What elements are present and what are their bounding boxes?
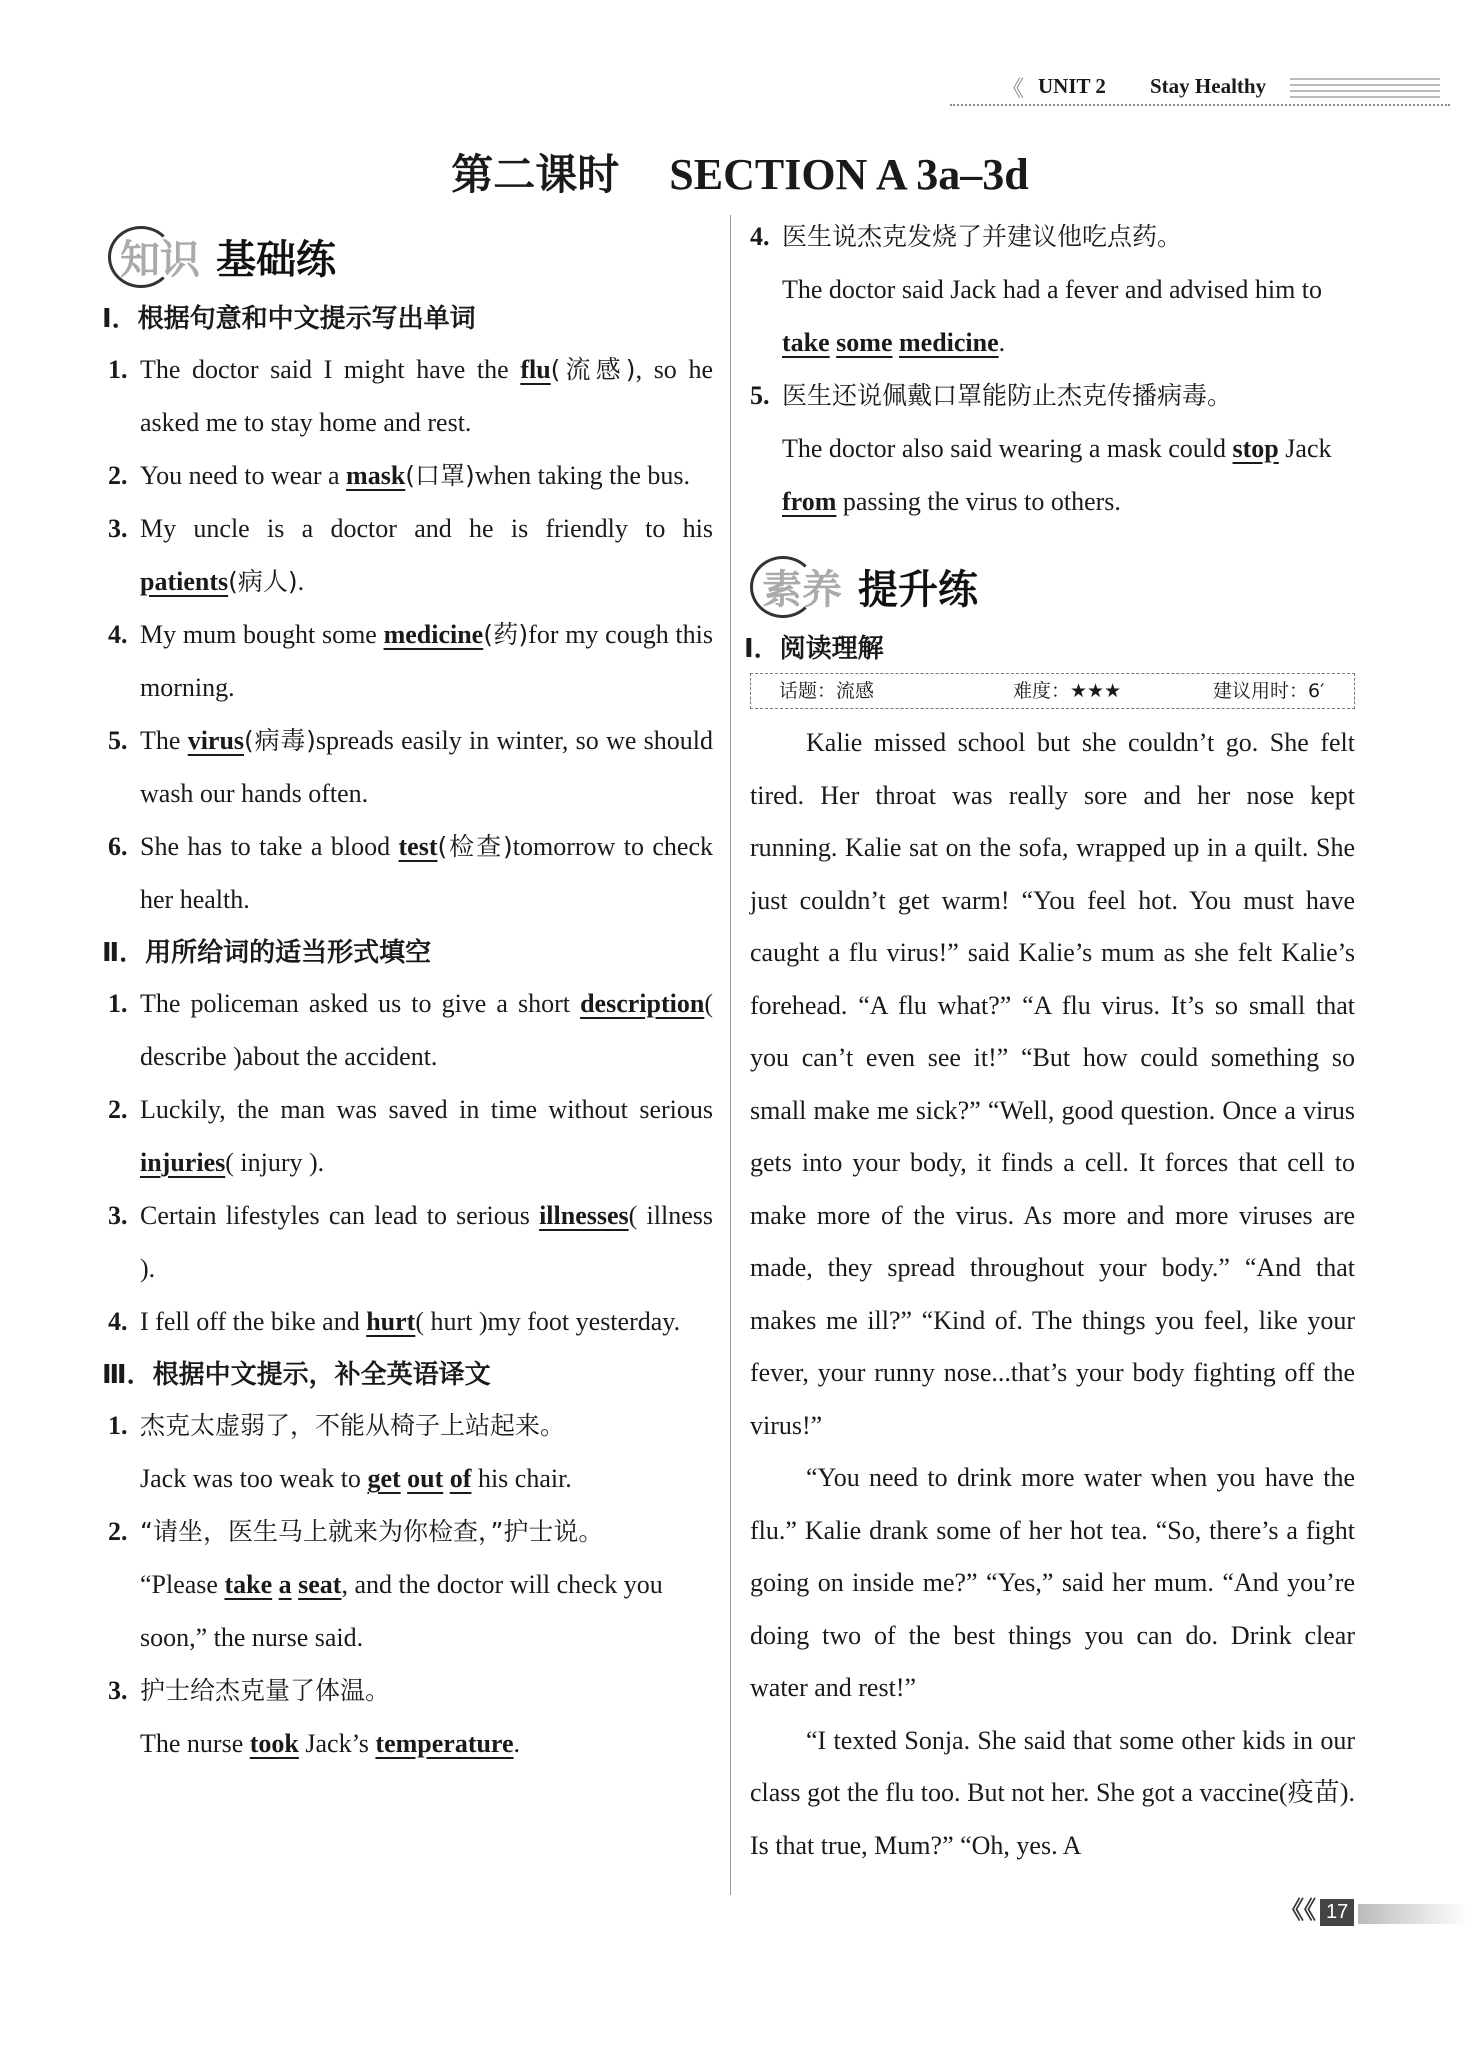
answer: patients bbox=[140, 567, 229, 596]
answer: description bbox=[580, 989, 705, 1018]
info-time: 建议用时：6′ bbox=[1213, 680, 1325, 702]
reading-title: Ⅰ．阅读理解 bbox=[744, 634, 884, 664]
answer: mask bbox=[346, 461, 406, 490]
unit-label: UNIT 2 bbox=[1038, 74, 1106, 98]
exercise-item: 1. The doctor said I might have the flu(流感), so he asked me to stay home and rest. bbox=[108, 355, 713, 437]
info-difficulty: 难度：★★★ bbox=[1013, 680, 1122, 702]
translation-answer: The doctor said Jack had a fever and advised him to take some medicine. bbox=[782, 275, 1323, 357]
banner-light-text: 知识 bbox=[120, 237, 200, 283]
translation-prompt: 1. 杰克太虚弱了，不能从椅子上站起来。 bbox=[108, 1411, 566, 1440]
reading-info-bar bbox=[750, 673, 1355, 709]
header-dotted-rule bbox=[950, 104, 1450, 106]
section-banner-advanced bbox=[750, 550, 1355, 616]
exercise-item: 2. Luckily, the man was saved in time without serious injuries( injury ). bbox=[108, 1095, 713, 1177]
exercise-item: 5. The virus(病毒)spreads easily in winter, so we should wash our hands often. bbox=[108, 726, 713, 808]
part3-title: Ⅲ．根据中文提示，补全英语译文 bbox=[102, 1360, 491, 1390]
banner-dark-text: 提升练 bbox=[858, 567, 978, 613]
translation-prompt: 4. 医生说杰克发烧了并建议他吃点药。 bbox=[750, 222, 1183, 251]
translation-prompt: 2. “请坐，医生马上就来为你检查，”护士说。 bbox=[108, 1517, 604, 1546]
exercise-item: 3. My uncle is a doctor and he is friendly to his patients(病人). bbox=[108, 514, 713, 596]
running-header bbox=[950, 70, 1450, 110]
right-column bbox=[744, 210, 1355, 1872]
left-column bbox=[102, 220, 713, 1770]
double-arrow-left-icon: 《《 bbox=[1280, 1896, 1316, 1924]
reading-paragraph: “I texted Sonja. She said that some other kids in our class got the flu too. But not her. She got a vaccine(疫苗). Is that true, Mum?” “Oh, yes. A bbox=[750, 1725, 1355, 1860]
part2-title: Ⅱ．用所给词的适当形式填空 bbox=[102, 938, 432, 968]
info-topic: 话题：流感 bbox=[779, 680, 875, 702]
page-number-footer bbox=[1280, 1890, 1468, 1926]
lesson-title-en: SECTION A 3a–3d bbox=[669, 150, 1029, 199]
lesson-title bbox=[0, 142, 1480, 202]
translation-answer: The nurse took Jack’s temperature. bbox=[140, 1729, 521, 1758]
answer: test bbox=[398, 832, 438, 861]
translation-answer: Jack was too weak to get out of his chair. bbox=[140, 1464, 572, 1493]
exercise-item: 4. My mum bought some medicine(药)for my cough this morning. bbox=[108, 620, 713, 702]
answer: flu bbox=[520, 355, 551, 384]
footer-decoration bbox=[1358, 1904, 1468, 1924]
banner-light-text: 素养 bbox=[762, 567, 842, 613]
answer: medicine bbox=[383, 620, 484, 649]
exercise-item: 6. She has to take a blood test(检查)tomorrow to check her health. bbox=[108, 832, 713, 914]
part1-title: Ⅰ．根据句意和中文提示写出单词 bbox=[102, 304, 476, 334]
translation-answer: The doctor also said wearing a mask could stop Jack from passing the virus to others. bbox=[782, 434, 1332, 516]
column-divider bbox=[730, 215, 731, 1895]
translation-prompt: 3. 护士给杰克量了体温。 bbox=[108, 1676, 391, 1705]
answer: virus bbox=[187, 726, 245, 755]
header-decoration bbox=[1290, 78, 1440, 102]
exercise-item: 2. You need to wear a mask(口罩)when taking the bus. bbox=[108, 461, 690, 490]
double-chevron-left-icon: 《 bbox=[1002, 77, 1025, 102]
exercise-item: 1. The policeman asked us to give a short description( describe )about the accident. bbox=[108, 989, 713, 1071]
exercise-item: 4. I fell off the bike and hurt( hurt )my foot yesterday. bbox=[108, 1307, 681, 1336]
unit-topic: Stay Healthy bbox=[1150, 74, 1267, 98]
translation-answer: “Please take a seat, and the doctor will check you soon,” the nurse said. bbox=[140, 1570, 663, 1652]
banner-dark-text: 基础练 bbox=[216, 237, 336, 283]
answer: hurt bbox=[366, 1307, 416, 1336]
answer: illnesses bbox=[539, 1201, 629, 1230]
translation-prompt: 5. 医生还说佩戴口罩能防止杰克传播病毒。 bbox=[750, 381, 1233, 410]
exercise-item: 3. Certain lifestyles can lead to serious illnesses( illness ). bbox=[108, 1201, 713, 1283]
answer: injuries bbox=[140, 1148, 226, 1177]
section-banner-basic bbox=[108, 220, 713, 286]
reading-paragraph: Kalie missed school but she couldn’t go. She felt tired. Her throat was really sore and her nose kept running. Kalie sat on the sofa, wrapped up in a quilt. She just couldn’t get warm! “You feel hot. You must have caught a flu virus!” said Kalie’s mum as she felt Kalie’s forehead. “A flu what?” “A flu virus. It’s so small that you can’t even see it!” “But how could something so small make me sick?” “Well, good question. Once a virus gets into your body, it finds a cell. It forces that cell to make more of the virus. As more and more viruses are made, they spread throughout your body.” “And that makes me ill?” “Kind of. The things you feel, like your fever, your runny nose...that’s your body fighting off the virus!” bbox=[750, 728, 1355, 1440]
reading-paragraph: “You need to drink more water when you have the flu.” Kalie drank some of her hot tea. “So, there’s a fight going on inside me?” “Yes,” said her mum. “And you’re doing two of the best things you can do. Drink clear water and rest!” bbox=[750, 1463, 1355, 1702]
lesson-title-cn: 第二课时 bbox=[451, 150, 620, 199]
page-number: 17 bbox=[1320, 1899, 1354, 1926]
